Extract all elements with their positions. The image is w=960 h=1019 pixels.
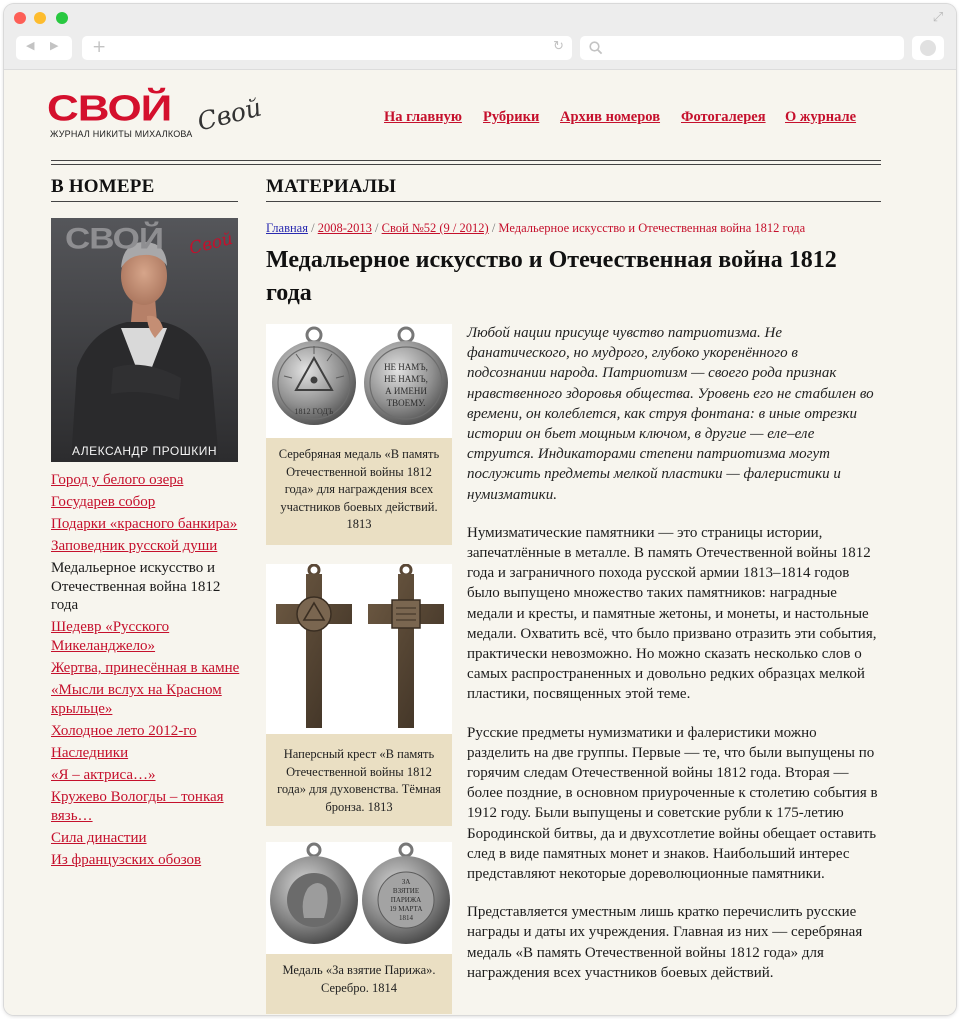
magnifier-icon [589,41,603,55]
sidebar-item [51,722,251,741]
header-divider [51,160,881,161]
address-bar[interactable] [82,36,572,60]
sidebar-item-link[interactable]: Сила династии [51,829,147,846]
medal-image [266,324,452,438]
sidebar-item-link[interactable]: Заповедник русской души [51,538,218,555]
sidebar-item [51,493,251,512]
sidebar-item-link[interactable]: «Я – актриса…» [51,766,156,783]
cross-photo[interactable] [266,564,452,734]
breadcrumb [266,221,866,236]
figure-caption: Серебряная медаль «В память Отечественной войны 1812 года» для награждения всех участников боевых действий. 1813 [266,438,452,545]
paris-medal-photo[interactable] [266,842,452,954]
figure-medal-1812 [266,324,452,545]
article-title: Медальерное искусство и Отечественная война 1812 года [266,247,837,306]
breadcrumb-separator: / [311,221,315,235]
paris-medal-line: 19 МАРТА [389,905,423,913]
web-page [4,70,956,1015]
sidebar-item [51,537,251,556]
medal-obverse-text: 1812 ГОДЪ [294,407,334,416]
chevron-left-icon[interactable]: ◀ [26,39,35,52]
breadcrumb-archive-link[interactable]: 2008-2013 [317,221,372,235]
article-lead: Любой нации присуще чувство патриотизма. Не фанатического, но мудрого, глубоко укоренённого в подсознании народа. Патриотизм — своего рода признак нравственного здоровья общества. Уровень его не стабилен во времени, он колеблется, как струя фонтана: в иные отрезки истории он бьет мощным ключом, в другие — еле–еле струится. Индикаторами степени патриотизма могут послужить предметы мелкой пластики — фалеристики и нумизматики. [467,325,874,503]
sidebar-item [51,744,251,763]
sidebar-item [51,659,251,678]
cover-logo: СВОЙ [65,222,164,256]
sidebar-item-link[interactable]: Город у белого озера [51,472,184,488]
paris-medal-line: ЗА [401,878,411,886]
breadcrumb-issue-link[interactable]: Свой №52 (9 / 2012) [381,221,489,235]
search-field[interactable] [580,36,904,60]
paris-medal-line: 1814 [399,914,413,922]
sidebar-item-current: Медальерное искусство и Отечественная война 1812 года [51,560,221,614]
cover-caption: АЛЕКСАНДР ПРОШКИН [71,444,218,458]
nav-about-link[interactable]: О журнале [785,109,857,125]
sidebar-item [51,471,251,490]
paris-medal-line: ПАРИЖА [390,896,422,904]
figure-caption: Наперсный крест «В память Отечественной войны 1812 года» для духовенства. Тёмная бронза. 1813 [266,734,452,826]
main-heading: МАТЕРИАЛЫ [266,176,397,197]
close-window-button[interactable] [14,12,26,24]
plus-icon[interactable]: + [92,37,107,57]
sidebar-item [51,851,251,870]
article-paragraph: Нумизматические памятники — это страницы истории, запечатлённые в металле. В память Отечественной войны 1812 года и заграничного похода русской армии 1813–1814 годов было выпущено множество таких памятников: наградные медали и кресты, и памятные жетоны, и монеты, и настольные медали. Охватить всё, что было призвано отразить эти события, практически невозможно. Но можно сказать несколько слов о самых распространенных и довольно редких образцах мелкой пластики, посвященных этой теме. [467,524,877,703]
breadcrumb-separator: / [491,221,496,235]
sidebar-item [51,766,251,785]
chevron-right-icon[interactable]: ▶ [50,39,59,52]
breadcrumb-home-link[interactable]: Главная [266,221,308,235]
browser-window [4,4,956,1015]
cover-logo-script: Свой [187,228,235,260]
breadcrumb-current: Медальерное искусство и Отечественная война 1812 года [498,221,806,235]
sidebar-item-link[interactable]: Государев собор [51,494,156,511]
sidebar-heading: В НОМЕРЕ [51,176,155,197]
minimize-window-button[interactable] [34,12,46,24]
sidebar-item-link[interactable]: Холодное лето 2012-го [51,722,197,739]
paris-medal-image [266,842,452,954]
medal-reverse-line: НЕ НАМЪ, [384,362,428,372]
nav-home-link[interactable]: На главную [384,109,462,125]
nav-rubrics-link[interactable]: Рубрики [483,109,540,125]
sidebar-heading-rule [51,201,238,202]
paris-medal-line: ВЗЯТИЕ [392,887,420,895]
article-body [467,323,879,1001]
fullscreen-icon[interactable]: ⤢ [932,10,944,25]
sidebar-item [51,618,251,655]
figure-paris-medal [266,842,452,1014]
medal-reverse-line: НЕ НАМЪ, [384,374,428,384]
medal-reverse-line: А ИМЕНИ [385,386,427,396]
reload-icon[interactable]: ↻ [553,39,564,54]
cross-image [266,564,452,734]
sidebar-item-link[interactable]: Наследники [51,744,129,761]
header-divider [51,164,881,165]
article-paragraph: Представляется уместным лишь кратко перечислить русские награды и даты их учреждения. Главная из них — серебряная медаль «В память Отечественной войны 1812 года» для награждения всех участников боевых действий. [467,904,863,981]
article-paragraph: Русские предметы нумизматики и фалеристики можно разделить на две группы. Первые — те, что были выпущены по горячим следам Отечественной войны 1812 года. Вторая — более поздние, в основном приуроченные к столетию события в 1912 году. Были выпущены и советские рубли к 175-летию Бородинской битвы, да и двухсотлетие войны обещает оставить след в виде памятных монет и знаков. Наибольший интерес представляют некоторые дореволюционные памятники. [467,724,878,883]
logo-wordmark: СВОЙ [47,88,172,129]
medal-reverse-line: ТВОЕМУ. [386,398,426,408]
sidebar-item-link[interactable]: «Мысли вслух на Красном крыльце» [51,682,222,717]
sidebar-item [51,829,251,848]
sidebar-item [51,788,251,825]
logo-tagline: ЖУРНАЛ НИКИТЫ МИХАЛКОВА [50,129,193,139]
sidebar-item [51,515,251,534]
medal-photo[interactable] [266,324,452,438]
issue-cover[interactable] [51,218,238,462]
extension-button[interactable] [912,36,944,60]
main-heading-rule [266,201,881,202]
breadcrumb-separator: / [375,221,379,235]
sidebar-item [51,681,251,718]
issue-articles-list [51,471,251,873]
main-navigation [4,109,956,129]
sidebar-item-link[interactable]: Подарки «красного банкира» [51,516,238,533]
browser-toolbar [4,4,956,70]
nav-gallery-link[interactable]: Фотогалерея [681,109,766,125]
nav-archive-link[interactable]: Архив номеров [560,109,661,125]
sidebar-item-link[interactable]: Шедевр «Русского Микеланджело» [51,619,170,654]
sidebar-item-link[interactable]: Кружево Вологды – тонкая вязь… [51,789,224,824]
figure-pectoral-cross [266,564,452,826]
figure-caption: Медаль «За взятие Парижа». Серебро. 1814 [266,954,452,1014]
sidebar-item-link[interactable]: Жертва, принесённая в камне [51,660,240,677]
logo-script: Свой [194,92,265,137]
maximize-window-button[interactable] [56,12,68,24]
navigation-buttons [16,36,72,60]
sidebar-item-link[interactable]: Из французских обозов [51,851,202,868]
